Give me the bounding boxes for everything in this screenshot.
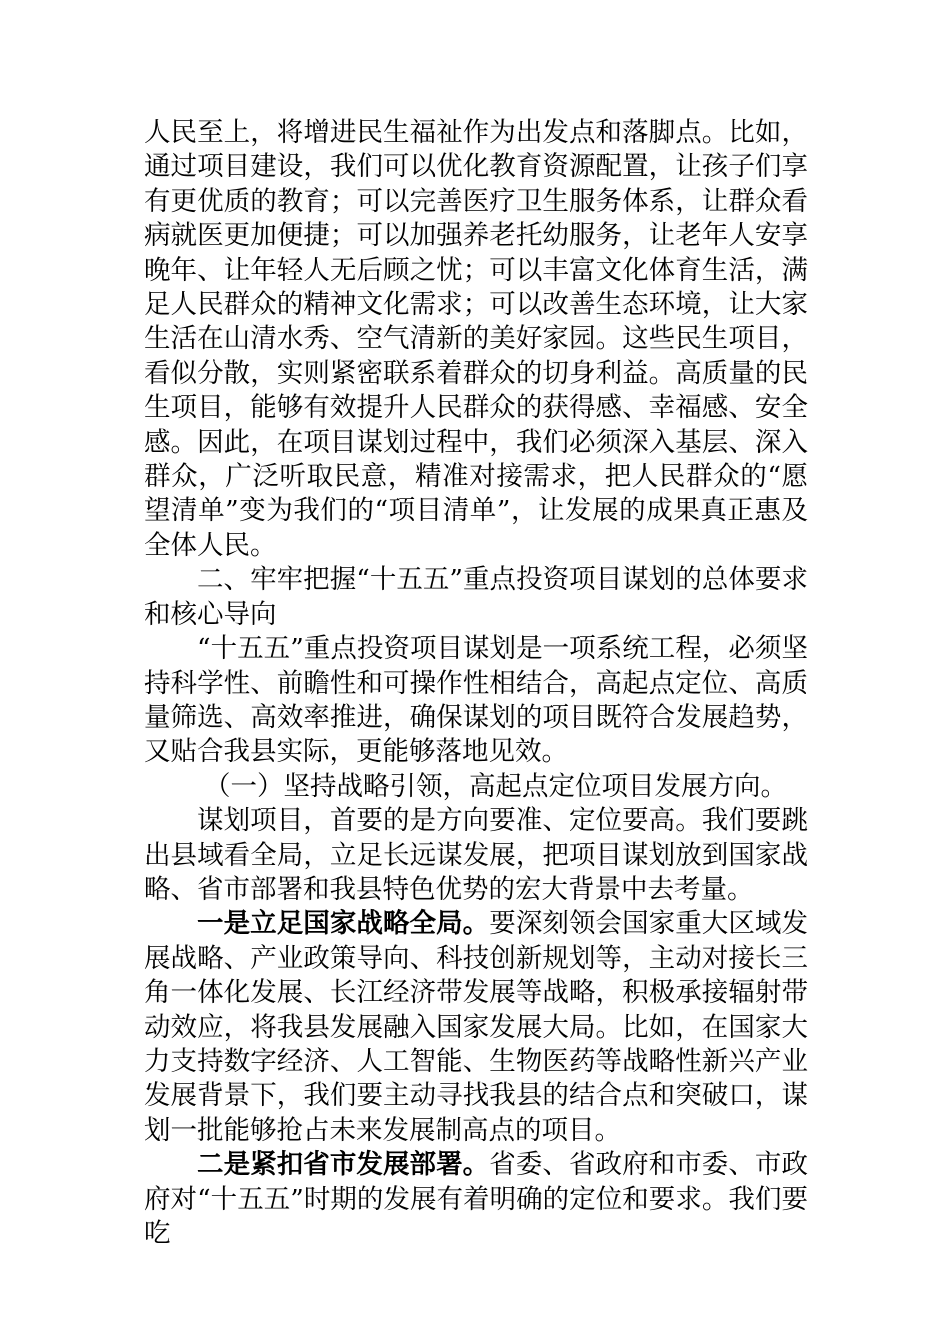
paragraph-lead-provincial-deployment: 二是紧扣省市发展部署。 — [197, 1149, 490, 1181]
paragraph-lead-national-strategy: 一是立足国家战略全局。 — [197, 908, 490, 940]
paragraph-body-provincial-deployment: 省委、省政府和市委、市政府对“十五五”时期的发展有着明确的定位和要求。我们要吃 — [144, 1149, 808, 1249]
paragraph-body-national-strategy: 要深刻领会国家重大区域发展战略、产业政策导向、科技创新规划等，主动对接长三角一体化发展、长江经济带发展等战略，积极承接辐射带动效应，将我县发展融入国家发展大局。比如，在国家大力支持数字经济、人工智能、生物医药等战略性新兴产业发展背景下，我们要主动寻找我县的结合点和突破口，谋划一批能够抢占未来发展制高点的项目。 — [144, 908, 808, 1146]
paragraph-people-livelihood: 人民至上，将增进民生福祉作为出发点和落脚点。比如，通过项目建设，我们可以优化教育资源配置，让孩子们享有更优质的教育；可以完善医疗卫生服务体系，让群众看病就医更加便捷；可以加强养老托幼服务，让老年人安享晚年、让年轻人无后顾之忧；可以丰富文化体育生活，满足人民群众的精神文化需求；可以改善生态环境，让大家生活在山清水秀、空气清新的美好家园。这些民生项目，看似分散，实则紧密联系着群众的切身利益。高质量的民生项目，能够有效提升人民群众的获得感、幸福感、安全感。因此，在项目谋划过程中，我们必须深入基层、深入群众，广泛听取民意，精准对接需求，把人民群众的“愿望清单”变为我们的“项目清单”，让发展的成果真正惠及全体人民。 — [144, 117, 808, 561]
paragraph-provincial-deployment — [144, 1148, 808, 1251]
document-body — [144, 116, 808, 1251]
subsection-heading-one: （一）坚持战略引领，高起点定位项目发展方向。 — [204, 770, 787, 802]
paragraph-system-engineering: “十五五”重点投资项目谋划是一项系统工程，必须坚持科学性、前瞻性和可操作性相结合，高起点定位、高质量筛选、高效率推进，确保谋划的项目既符合发展趋势，又贴合我县实际，更能够落地见效。 — [144, 633, 808, 768]
paragraph-national-strategy — [144, 907, 808, 1148]
section-heading-two: 二、牢牢把握“十五五”重点投资项目谋划的总体要求和核心导向 — [144, 564, 808, 630]
paragraph-direction: 谋划项目，首要的是方向要准、定位要高。我们要跳出县域看全局，立足长远谋发展，把项目谋划放到国家战略、省市部署和我县特色优势的宏大背景中去考量。 — [144, 805, 808, 905]
